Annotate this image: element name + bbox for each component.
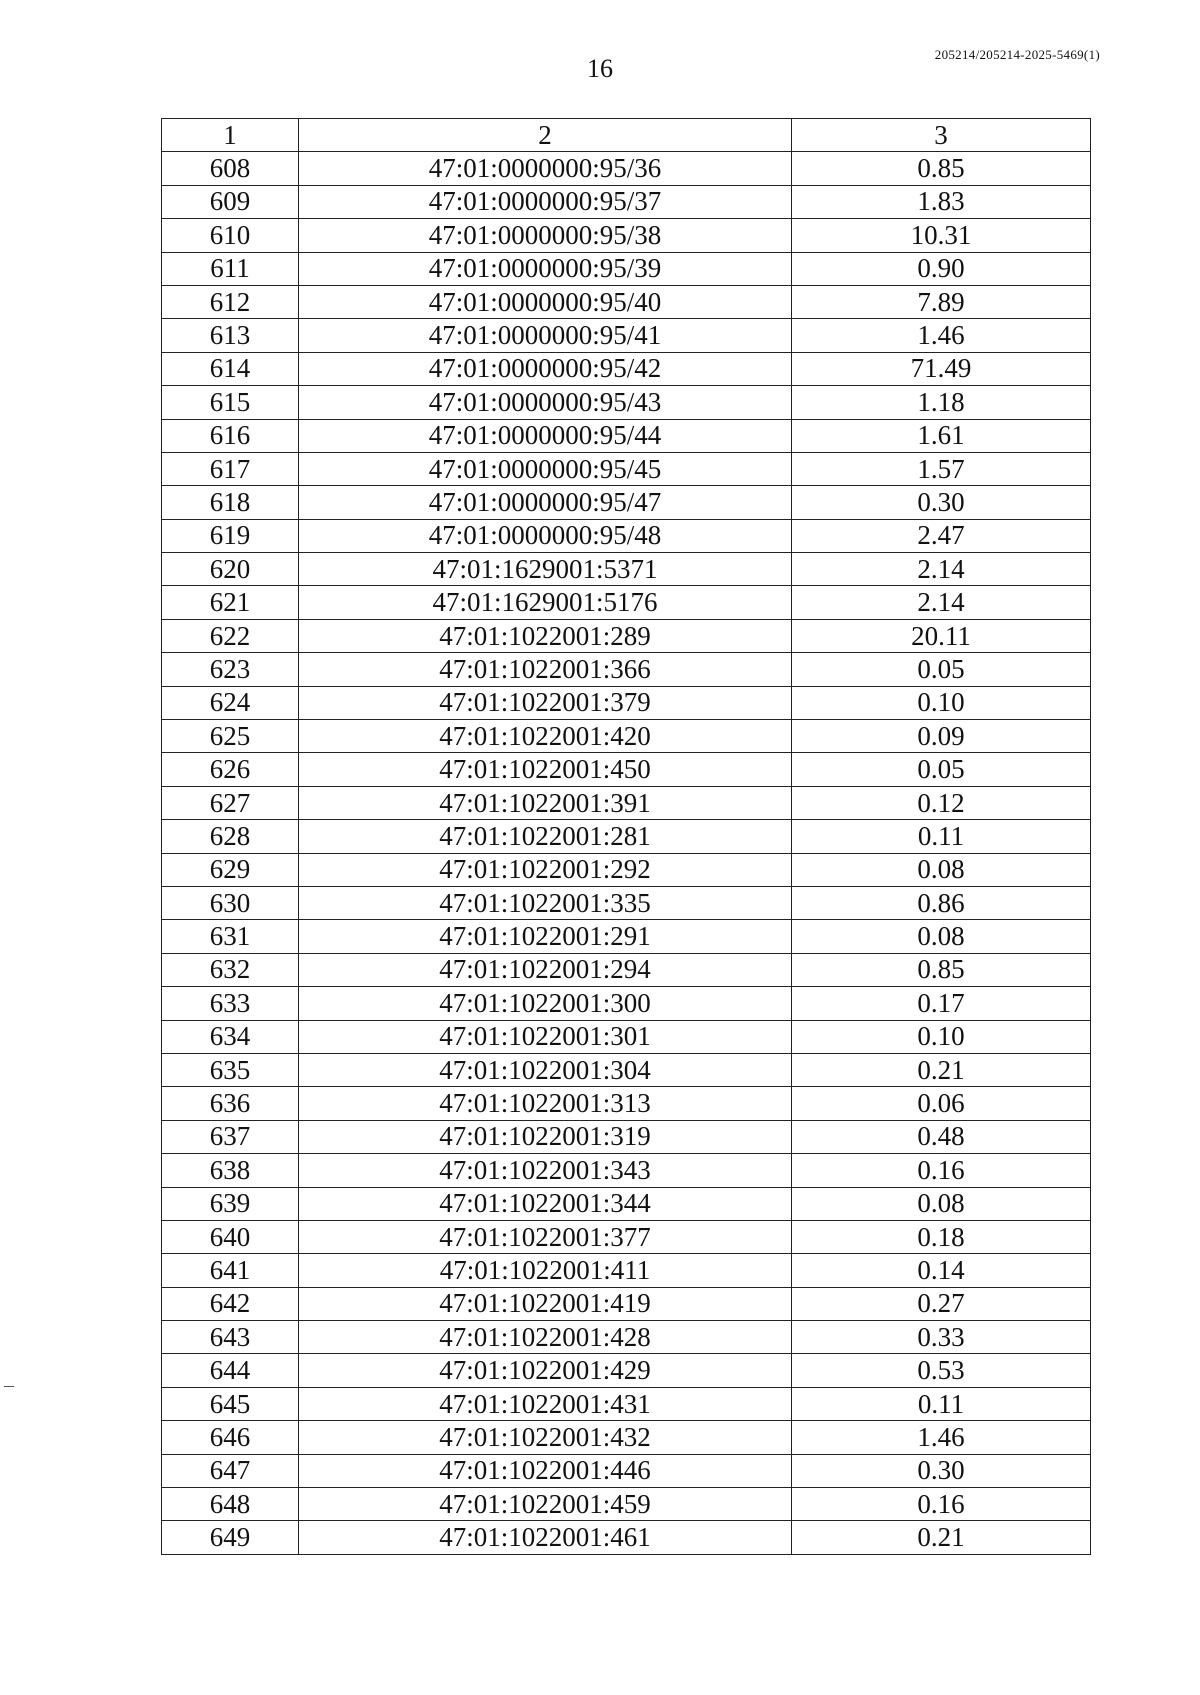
- cadastral-number-cell: 47:01:1022001:446: [299, 1454, 792, 1487]
- cadastral-number-cell: 47:01:1022001:431: [299, 1387, 792, 1420]
- area-value-cell: 0.18: [792, 1220, 1091, 1253]
- table-row: [162, 1187, 1091, 1220]
- area-value-cell: 0.30: [792, 1454, 1091, 1487]
- area-value-cell: 0.30: [792, 486, 1091, 519]
- area-value-cell: 0.21: [792, 1053, 1091, 1086]
- table-row: [162, 486, 1091, 519]
- row-number-cell: 626: [162, 753, 299, 786]
- table-row: [162, 586, 1091, 619]
- table-row: [162, 1454, 1091, 1487]
- table-row: [162, 953, 1091, 986]
- table-row: [162, 319, 1091, 352]
- cadastral-number-cell: 47:01:0000000:95/48: [299, 519, 792, 552]
- row-number-cell: 617: [162, 452, 299, 485]
- area-value-cell: 0.21: [792, 1521, 1091, 1554]
- document-reference: 205214/205214-2025-5469(1): [934, 47, 1100, 62]
- table-row: [162, 820, 1091, 853]
- table-row: [162, 1387, 1091, 1420]
- table-row: [162, 1354, 1091, 1387]
- area-value-cell: 0.11: [792, 1387, 1091, 1420]
- row-number-cell: 640: [162, 1220, 299, 1253]
- cadastral-number-cell: 47:01:1022001:391: [299, 786, 792, 819]
- table-row: [162, 1287, 1091, 1320]
- row-number-cell: 637: [162, 1120, 299, 1153]
- cadastral-number-cell: 47:01:1022001:344: [299, 1187, 792, 1220]
- row-number-cell: 649: [162, 1521, 299, 1554]
- table-row: [162, 853, 1091, 886]
- area-value-cell: 0.09: [792, 720, 1091, 753]
- cadastral-number-cell: 47:01:1022001:319: [299, 1120, 792, 1153]
- cadastral-number-cell: 47:01:1022001:291: [299, 920, 792, 953]
- row-number-cell: 627: [162, 786, 299, 819]
- table-row: [162, 352, 1091, 385]
- row-number-cell: 612: [162, 285, 299, 318]
- area-value-cell: 0.53: [792, 1354, 1091, 1387]
- area-value-cell: 0.16: [792, 1488, 1091, 1521]
- area-value-cell: 0.27: [792, 1287, 1091, 1320]
- row-number-cell: 620: [162, 553, 299, 586]
- row-number-cell: 642: [162, 1287, 299, 1320]
- area-value-cell: 0.17: [792, 987, 1091, 1020]
- cadastral-number-cell: 47:01:0000000:95/44: [299, 419, 792, 452]
- cadastral-number-cell: 47:01:1022001:461: [299, 1521, 792, 1554]
- row-number-cell: 630: [162, 886, 299, 919]
- area-value-cell: 0.08: [792, 1187, 1091, 1220]
- table-row: [162, 152, 1091, 185]
- cadastral-number-cell: 47:01:1022001:419: [299, 1287, 792, 1320]
- cadastral-number-cell: 47:01:1022001:428: [299, 1321, 792, 1354]
- table-row: [162, 987, 1091, 1020]
- cadastral-number-cell: 47:01:0000000:95/43: [299, 386, 792, 419]
- cadastral-number-cell: 47:01:1022001:289: [299, 619, 792, 652]
- row-number-cell: 644: [162, 1354, 299, 1387]
- area-value-cell: 0.48: [792, 1120, 1091, 1153]
- row-number-cell: 622: [162, 619, 299, 652]
- table-row: [162, 686, 1091, 719]
- cadastral-number-cell: 47:01:1022001:432: [299, 1421, 792, 1454]
- area-value-cell: 0.11: [792, 820, 1091, 853]
- row-number-cell: 618: [162, 486, 299, 519]
- area-value-cell: 0.05: [792, 753, 1091, 786]
- row-number-cell: 608: [162, 152, 299, 185]
- row-number-cell: 619: [162, 519, 299, 552]
- area-value-cell: 2.14: [792, 553, 1091, 586]
- area-value-cell: 0.14: [792, 1254, 1091, 1287]
- cadastral-number-cell: 47:01:0000000:95/39: [299, 252, 792, 285]
- row-number-cell: 636: [162, 1087, 299, 1120]
- area-value-cell: 10.31: [792, 219, 1091, 252]
- cadastral-number-cell: 47:01:1022001:450: [299, 753, 792, 786]
- cadastral-number-cell: 47:01:0000000:95/36: [299, 152, 792, 185]
- table-row: [162, 753, 1091, 786]
- row-number-cell: 615: [162, 386, 299, 419]
- cadastral-number-cell: 47:01:0000000:95/38: [299, 219, 792, 252]
- cadastral-number-cell: 47:01:1022001:294: [299, 953, 792, 986]
- area-value-cell: 0.08: [792, 853, 1091, 886]
- area-value-cell: 1.46: [792, 1421, 1091, 1454]
- table-row: [162, 1421, 1091, 1454]
- cadastral-number-cell: 47:01:1022001:304: [299, 1053, 792, 1086]
- area-value-cell: 0.12: [792, 786, 1091, 819]
- table-header-row: [162, 119, 1091, 152]
- table-row: [162, 619, 1091, 652]
- area-value-cell: 1.18: [792, 386, 1091, 419]
- row-number-cell: 646: [162, 1421, 299, 1454]
- cadastral-number-cell: 47:01:1022001:281: [299, 820, 792, 853]
- cadastral-number-cell: 47:01:1022001:335: [299, 886, 792, 919]
- area-value-cell: 1.61: [792, 419, 1091, 452]
- area-value-cell: 2.47: [792, 519, 1091, 552]
- row-number-cell: 635: [162, 1053, 299, 1086]
- cadastral-number-cell: 47:01:1022001:300: [299, 987, 792, 1020]
- row-number-cell: 625: [162, 720, 299, 753]
- cadastral-number-cell: 47:01:0000000:95/45: [299, 452, 792, 485]
- row-number-cell: 632: [162, 953, 299, 986]
- cadastral-number-cell: 47:01:1022001:343: [299, 1154, 792, 1187]
- area-value-cell: 1.57: [792, 452, 1091, 485]
- row-number-cell: 616: [162, 419, 299, 452]
- cadastral-number-cell: 47:01:0000000:95/41: [299, 319, 792, 352]
- table-row: [162, 920, 1091, 953]
- row-number-cell: 648: [162, 1488, 299, 1521]
- table-row: [162, 1053, 1091, 1086]
- column-header: 1: [162, 119, 299, 152]
- cadastral-number-cell: 47:01:1629001:5371: [299, 553, 792, 586]
- area-value-cell: 0.86: [792, 886, 1091, 919]
- row-number-cell: 611: [162, 252, 299, 285]
- table-row: [162, 419, 1091, 452]
- area-value-cell: 0.90: [792, 252, 1091, 285]
- table-row: [162, 653, 1091, 686]
- area-value-cell: 7.89: [792, 285, 1091, 318]
- table-row: [162, 219, 1091, 252]
- area-value-cell: 0.16: [792, 1154, 1091, 1187]
- row-number-cell: 634: [162, 1020, 299, 1053]
- row-number-cell: 647: [162, 1454, 299, 1487]
- cadastral-number-cell: 47:01:0000000:95/40: [299, 285, 792, 318]
- cadastral-number-cell: 47:01:1022001:313: [299, 1087, 792, 1120]
- table-row: [162, 519, 1091, 552]
- cadastral-number-cell: 47:01:1022001:301: [299, 1020, 792, 1053]
- row-number-cell: 639: [162, 1187, 299, 1220]
- area-value-cell: 0.10: [792, 686, 1091, 719]
- table-row: [162, 1220, 1091, 1253]
- row-number-cell: 624: [162, 686, 299, 719]
- parcel-table: [161, 118, 1091, 1555]
- column-header: 2: [299, 119, 792, 152]
- cadastral-number-cell: 47:01:0000000:95/47: [299, 486, 792, 519]
- parcel-table-body: [162, 119, 1091, 1555]
- row-number-cell: 631: [162, 920, 299, 953]
- row-number-cell: 609: [162, 185, 299, 218]
- scan-mark: [4, 1386, 14, 1387]
- table-row: [162, 553, 1091, 586]
- area-value-cell: 1.46: [792, 319, 1091, 352]
- table-row: [162, 1254, 1091, 1287]
- cadastral-number-cell: 47:01:1022001:420: [299, 720, 792, 753]
- table-row: [162, 1521, 1091, 1554]
- area-value-cell: 0.05: [792, 653, 1091, 686]
- cadastral-number-cell: 47:01:1022001:411: [299, 1254, 792, 1287]
- table-row: [162, 886, 1091, 919]
- area-value-cell: 0.85: [792, 152, 1091, 185]
- table-row: [162, 252, 1091, 285]
- row-number-cell: 613: [162, 319, 299, 352]
- area-value-cell: 71.49: [792, 352, 1091, 385]
- row-number-cell: 629: [162, 853, 299, 886]
- row-number-cell: 623: [162, 653, 299, 686]
- row-number-cell: 614: [162, 352, 299, 385]
- row-number-cell: 641: [162, 1254, 299, 1287]
- page-number: 16: [587, 54, 613, 83]
- area-value-cell: 2.14: [792, 586, 1091, 619]
- cadastral-number-cell: 47:01:1629001:5176: [299, 586, 792, 619]
- cadastral-number-cell: 47:01:1022001:377: [299, 1220, 792, 1253]
- cadastral-number-cell: 47:01:0000000:95/37: [299, 185, 792, 218]
- table-row: [162, 1321, 1091, 1354]
- row-number-cell: 638: [162, 1154, 299, 1187]
- table-row: [162, 1120, 1091, 1153]
- cadastral-number-cell: 47:01:1022001:366: [299, 653, 792, 686]
- area-value-cell: 0.08: [792, 920, 1091, 953]
- cadastral-number-cell: 47:01:1022001:292: [299, 853, 792, 886]
- row-number-cell: 633: [162, 987, 299, 1020]
- row-number-cell: 645: [162, 1387, 299, 1420]
- area-value-cell: 1.83: [792, 185, 1091, 218]
- table-row: [162, 285, 1091, 318]
- row-number-cell: 643: [162, 1321, 299, 1354]
- table-row: [162, 720, 1091, 753]
- cadastral-number-cell: 47:01:1022001:459: [299, 1488, 792, 1521]
- area-value-cell: 0.33: [792, 1321, 1091, 1354]
- area-value-cell: 0.06: [792, 1087, 1091, 1120]
- area-value-cell: 20.11: [792, 619, 1091, 652]
- cadastral-number-cell: 47:01:0000000:95/42: [299, 352, 792, 385]
- area-value-cell: 0.10: [792, 1020, 1091, 1053]
- row-number-cell: 628: [162, 820, 299, 853]
- row-number-cell: 621: [162, 586, 299, 619]
- table-row: [162, 386, 1091, 419]
- table-row: [162, 786, 1091, 819]
- cadastral-number-cell: 47:01:1022001:379: [299, 686, 792, 719]
- table-row: [162, 185, 1091, 218]
- row-number-cell: 610: [162, 219, 299, 252]
- table-row: [162, 1087, 1091, 1120]
- column-header: 3: [792, 119, 1091, 152]
- cadastral-number-cell: 47:01:1022001:429: [299, 1354, 792, 1387]
- table-row: [162, 1488, 1091, 1521]
- table-row: [162, 1020, 1091, 1053]
- table-row: [162, 452, 1091, 485]
- table-row: [162, 1154, 1091, 1187]
- area-value-cell: 0.85: [792, 953, 1091, 986]
